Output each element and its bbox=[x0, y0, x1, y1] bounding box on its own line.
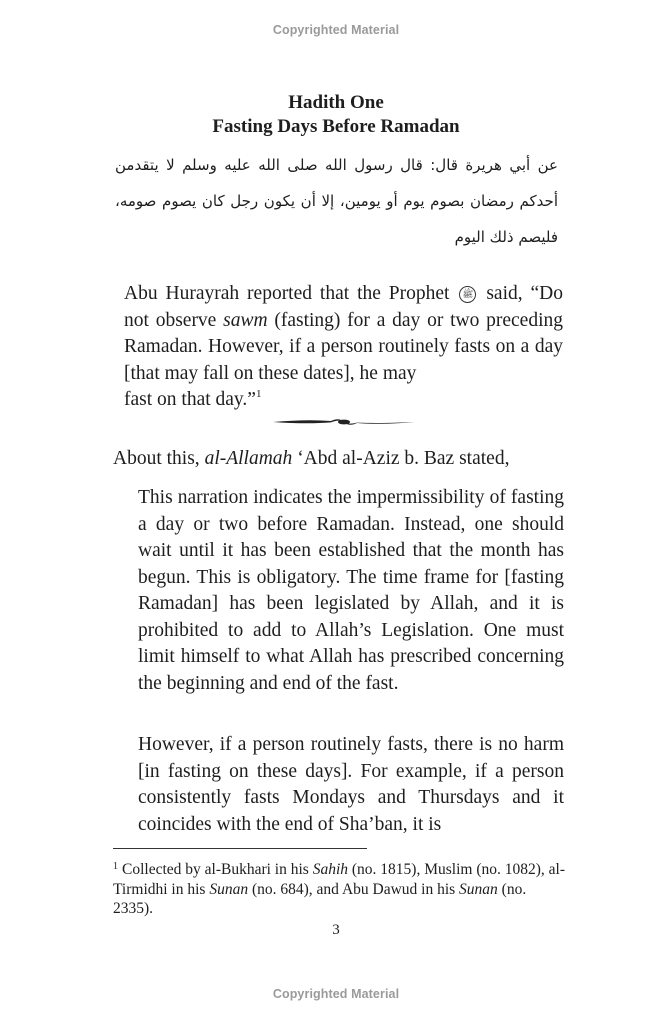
honorific-icon: ﷺ bbox=[459, 286, 476, 303]
intro-suffix: ‘Abd al-Aziz b. Baz stated, bbox=[297, 448, 510, 469]
page-number: 3 bbox=[332, 922, 340, 938]
hadith-text-last: fast on that day.” bbox=[124, 389, 256, 410]
hadith-text-part2: said, “Do not observe bbox=[124, 283, 564, 331]
hadith-text-part1: Abu Hurayrah reported that the Prophet bbox=[124, 283, 450, 304]
block-quote-paragraph-1: This narration indicates the impermissibility of fasting a day or two before Ramadan. Instead, one should wait until it has been established that the month has begun. This is obligatory. The time frame for [fasting Ramadan] has been legislated by Allah, and it is prohibited to add to Allah’s Legislation. One must limit himself to what Allah has prescribed concerning the beginning and end of the fast. bbox=[138, 487, 564, 694]
commentary-intro bbox=[113, 446, 573, 473]
footnote-text-a: Collected by al-Bukhari in his bbox=[122, 861, 309, 878]
intro-title-italic: al-Allamah bbox=[204, 448, 293, 469]
arabic-hadith-text: عن أبي هريرة قال: قال رسول الله صلى الله عليه وسلم لا يتقدمن أحدكم رمضان بصوم يوم أو يومين، إلا أن يكون رجل كان يصوم صومه، فليصم ذلك اليوم bbox=[115, 156, 558, 246]
chapter-subtitle: Fasting Days Before Ramadan bbox=[212, 116, 460, 137]
footnote-sunan-1: Sunan bbox=[209, 880, 249, 898]
footnote-text-d: (no. 2335). bbox=[113, 880, 527, 917]
footnote-sunan-2: Sunan bbox=[459, 880, 498, 898]
hadith-text-part3: (fasting) for a day or two preceding Ramadan. However, if a person routinely fasts on a day [that may fall on these dates], he may bbox=[124, 309, 563, 384]
copyright-watermark-bottom: Copyrighted Material bbox=[272, 987, 400, 1001]
footnote-sahih: Sahih bbox=[312, 861, 349, 878]
hadith-translation bbox=[124, 281, 563, 414]
ornament-divider-icon bbox=[271, 415, 417, 429]
hadith-term-sawm: sawm bbox=[223, 309, 268, 331]
footnote-number: 1 bbox=[113, 861, 118, 872]
footnote bbox=[113, 860, 565, 919]
footnote-separator bbox=[113, 848, 367, 849]
footnote-text-c: (no. 684), and Abu Dawud in his bbox=[251, 880, 456, 898]
chapter-title: Hadith One bbox=[288, 92, 384, 113]
footnote-text-b: (no. 1815), Muslim (no. 1082), al-Tirmidhi in his bbox=[113, 861, 565, 898]
block-quote-paragraph-2: However, if a person routinely fasts, there is no harm [in fasting on these days]. For example, if a person consistently fasts Mondays and Thursdays and it coincides with the end of Sha’ban, it is bbox=[138, 734, 564, 835]
hadith-last-line bbox=[124, 387, 563, 414]
intro-prefix: About this, bbox=[113, 448, 200, 469]
copyright-watermark-top: Copyrighted Material bbox=[272, 23, 400, 37]
footnote-ref[interactable]: 1 bbox=[255, 388, 262, 400]
